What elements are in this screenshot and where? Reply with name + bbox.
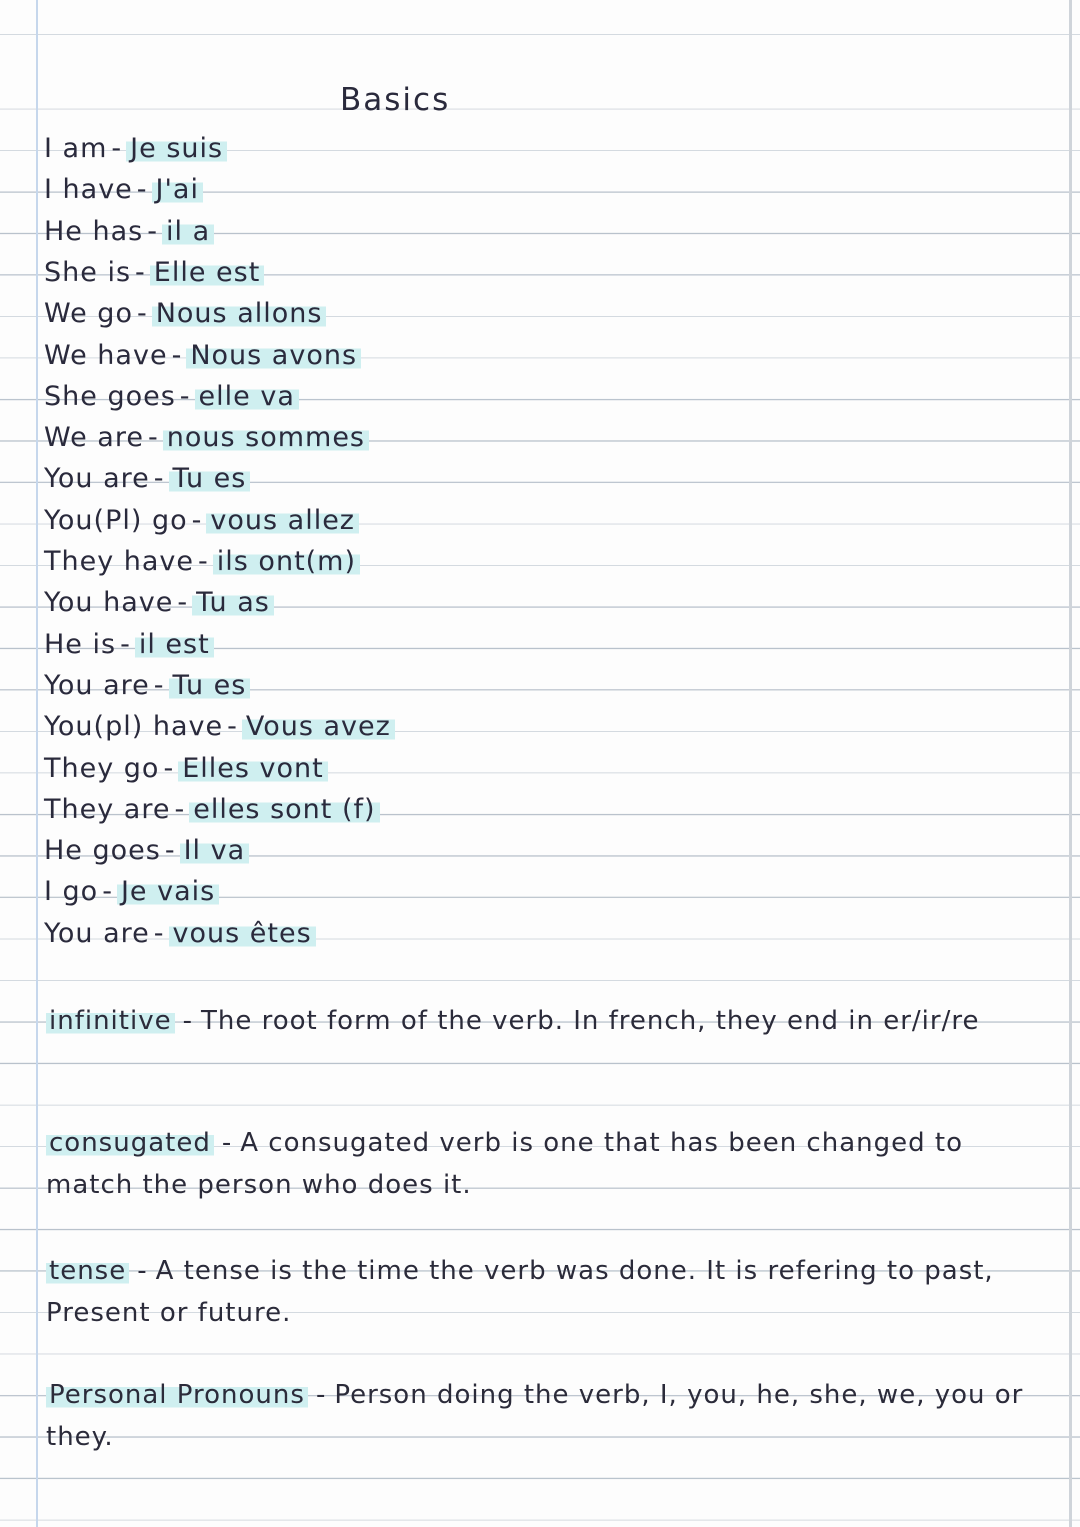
french-translation: Tu es [169,463,251,494]
dash-separator: - [221,1128,233,1158]
french-translation: Elle est [150,257,265,288]
vocab-row [44,547,360,577]
vocab-row [44,795,380,825]
vocab-row [44,588,274,618]
english-phrase: They have [44,546,195,577]
french-translation: elle va [195,381,299,412]
english-phrase: You are [44,669,150,701]
definition [46,1250,1056,1334]
english-phrase: He goes [44,835,161,867]
english-phrase: I am [44,133,108,164]
english-phrase: They go [44,752,160,784]
dash-separator: - [137,1256,148,1286]
french-translation: Je suis [126,133,227,164]
french-translation: J'ai [152,174,203,205]
vocab-row [44,423,369,453]
definition-text: A consugated verb is one that has been changed to match the person who does it. [46,1128,963,1200]
vocab-row [44,382,299,412]
definition [46,1374,1056,1458]
french-translation: nous sommes [163,422,369,453]
dash-separator: - [136,298,148,330]
dash-separator: - [174,793,186,825]
french-translation: ils ont(m) [213,546,360,577]
vocab-row [44,919,316,949]
english-phrase: We are [44,422,144,454]
definition-term: consugated [46,1128,214,1158]
definition-term: Personal Pronouns [46,1380,308,1410]
english-phrase: I have [44,174,133,206]
definition [46,1122,1056,1206]
vocab-row [44,134,227,164]
dash-separator: - [177,587,189,619]
page-edge [1069,0,1072,1527]
dash-separator: - [171,339,183,371]
english-phrase: We have [44,339,168,371]
vocab-row [44,175,203,205]
definition-text: The root form of the verb. In french, they end in er/ir/re [200,1006,980,1036]
margin-line [36,0,38,1527]
french-translation: vous allez [206,505,359,536]
dash-separator: - [164,835,176,867]
dash-separator: - [120,628,131,660]
dash-separator: - [153,917,165,949]
english-phrase: He is [44,628,117,660]
vocab-row [44,258,264,288]
english-phrase: He has [44,215,144,247]
vocab-row [44,299,326,329]
english-phrase: You(pl) have [44,711,224,743]
dash-separator: - [315,1380,327,1410]
definition-text: A tense is the time the verb was done. It is refering to past, Present or future. [46,1256,994,1328]
english-phrase: They are [44,793,171,825]
vocab-row [44,712,395,742]
dash-separator: - [191,504,203,536]
dash-separator: - [135,256,146,288]
definition-text: Person doing the verb, I, you, he, she, we, you or they. [46,1380,1024,1452]
vocab-row [44,217,214,247]
definition-term: tense [46,1256,129,1286]
dash-separator: - [147,422,159,454]
page-title: Basics [340,82,451,118]
french-translation: Tu es [169,670,251,701]
french-translation: Tu as [192,587,274,618]
definition [46,1000,1056,1042]
french-translation: elles sont (f) [189,794,379,825]
english-phrase: I go [44,876,99,908]
vocab-row [44,877,219,907]
vocab-row [44,836,249,866]
dash-separator: - [153,463,165,495]
dash-separator: - [227,711,238,743]
french-translation: Elles vont [178,753,328,784]
dash-separator: - [163,752,175,784]
english-phrase: We go [44,298,133,330]
english-phrase: You are [44,917,150,949]
english-phrase: She goes [44,380,176,412]
vocab-row [44,506,359,536]
dash-separator: - [136,174,148,206]
vocab-row [44,341,361,371]
french-translation: Je vais [117,876,219,907]
english-phrase: You have [44,587,174,619]
english-phrase: She is [44,256,132,288]
french-translation: vous êtes [169,918,316,949]
french-translation: Nous avons [186,340,361,371]
dash-separator: - [179,380,191,412]
english-phrase: You(Pl) go [44,504,188,536]
vocab-row [44,630,214,660]
vocab-row [44,671,250,701]
french-translation: Nous allons [152,298,327,329]
dash-separator: - [198,546,209,577]
dash-separator: - [153,669,165,701]
dash-separator: - [182,1006,193,1036]
french-translation: il a [162,216,214,247]
vocab-row [44,464,250,494]
vocab-row [44,754,328,784]
french-translation: Vous avez [242,711,395,742]
french-translation: Il va [180,835,250,866]
dash-separator: - [102,876,113,908]
dash-separator: - [147,215,158,247]
english-phrase: You are [44,463,150,495]
dash-separator: - [111,133,123,164]
french-translation: il est [135,629,214,660]
definition-term: infinitive [46,1006,175,1036]
